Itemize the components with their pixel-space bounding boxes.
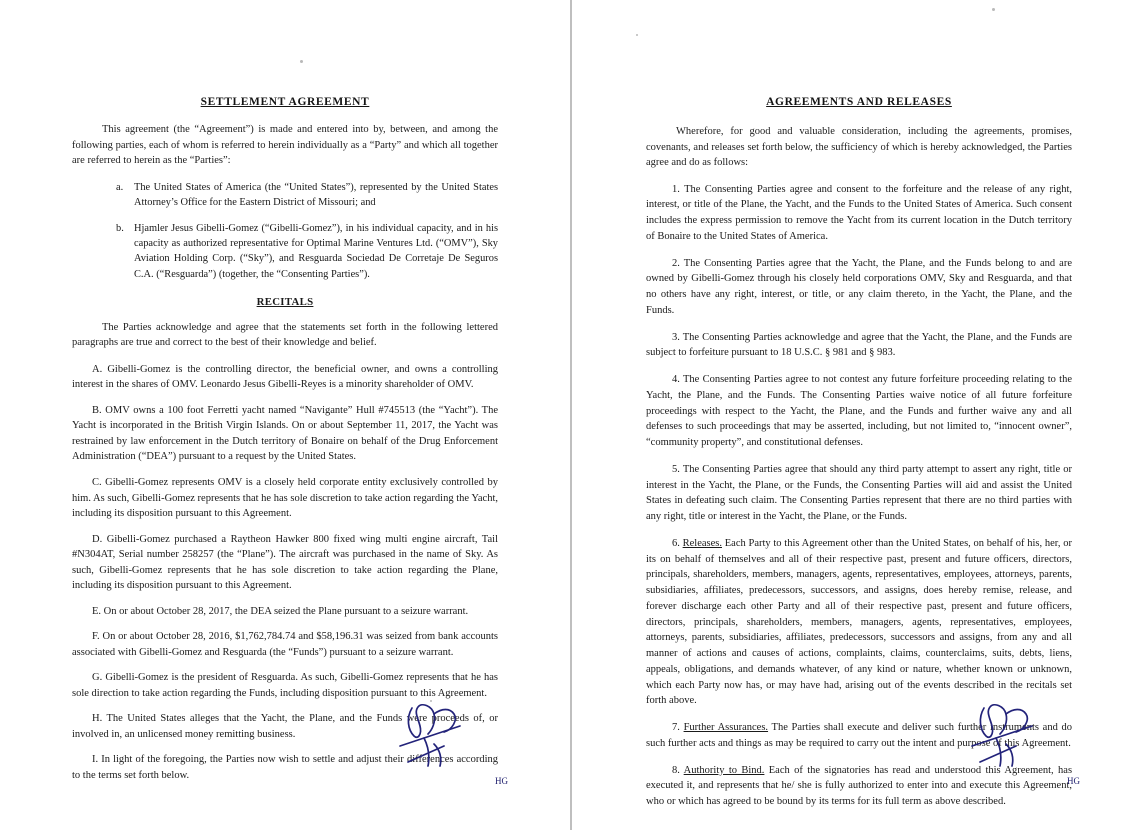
clause-number: 7. [672,722,680,734]
clause-number: 3. [672,331,680,343]
page-title-left: SETTLEMENT AGREEMENT [200,96,370,108]
clause-text: The Consenting Parties agree that should any third party attempt to assert any right, title or interest in the Yacht, the Plane, or the Funds, the Consenting Parties will aid and assist the United States in defeating such claim. The Consenting Parties represent that there are no third parties with any right, title or interest in the Yacht, the Plane, or the Funds. [646,463,1072,523]
clause-lead: Authority to Bind. [683,764,765,776]
clause-number: 6. [672,537,680,549]
clause-number: 1. [672,183,680,195]
page-title-right: AGREEMENTS AND RELEASES [766,96,952,108]
list-item [116,180,498,210]
recital-c: C. Gibelli-Gomez represents OMV is a closely held corporate entity exclusively controlled by him. As such, Gibelli-Gomez represents that he has sole discretion to take action regarding the Yacht, including its disposition pursuant to this Agreement. [72,476,498,520]
clause-2 [646,256,1072,319]
list-marker: a. [116,181,124,193]
recitals-intro: The Parties acknowledge and agree that the statements set forth in the following lettered paragraphs are true and correct to the best of their knowledge and belief. [72,321,498,349]
scan-speck [636,34,638,36]
list-item [116,221,498,282]
clause-5 [646,462,1072,525]
signature-initials-right: HG [1067,776,1080,786]
document-page-right [572,0,1142,830]
recital-b: B. OMV owns a 100 foot Ferretti yacht named “Navigante” Hull #745513 (the “Yacht”). The Yacht is incorporated in the British Virgin Islands. On or about September 11, 2017, the Yacht was restrained by law enforcement in the Dutch territory of Bonaire on behalf of the Drug Enforcement Administration (“DEA”) pursuant to a request by the United States. [72,404,498,463]
list-item-text: Hjamler Jesus Gibelli-Gomez (“Gibelli-Gomez”), in his individual capacity, and in his capacity as authorized representative for Optimal Marine Ventures Ltd. (“OMV”), Sky Aviation Holding Corp. (“Sky”), and Resguarda Sociedad De Corretaje De Seguros C.A. (“Resguarda”) (together, the “Consenting Parties”). [134,222,498,280]
scan-speck [300,60,303,63]
clause-text: The Consenting Parties agree to not contest any future forfeiture proceeding relating to the Yacht, the Plane, and the Funds. The Consenting Parties waive notice of all future forfeiture proceedings with respect to the Yacht, the Plane, and the Funds and further waive any and all defenses to such proceedings that may be asserted, including, but not limited to, “innocent owner”, “community property”, and constitutional defenses. [646,374,1072,449]
recitals-heading: RECITALS [256,295,314,308]
recital-h: H. The United States alleges that the Yacht, the Plane, and the Funds were proceeds of, or involved in, an unlicensed money remitting business. [72,713,498,740]
clause-text: The Consenting Parties agree and consent to the forfeiture and the release of any right, interest, or title of the Plane, the Yacht, and the Funds to the United States of America. Such consent includes the express permission to remove the Yacht from its current location in the Dutch territory of Bonaire to the United States of America. [646,183,1073,242]
recital-d: D. Gibelli-Gomez purchased a Raytheon Hawker 800 fixed wing multi engine aircraft, Tail #N304AT, Serial number 258257 (the “Plane”). The aircraft was purchased in the name of Sky. As such, Gibelli-Gomez represents that he has sole discretion to take action regarding the Plane, including its disposition pursuant to this Agreement. [72,533,498,592]
scan-speck [992,8,995,11]
list-item-text: The United States of America (the “United States”), represented by the United States Attorney’s Office for the Eastern District of Missouri; and [134,181,498,208]
clause-3 [646,330,1072,362]
intro-paragraph-left: This agreement (the “Agreement”) is made and entered into by, between, and among the following parties, each of whom is referred to herein individually as a “Party” and which all together are referred to herein as the “Parties”: [72,124,498,167]
recital-a: A. Gibelli-Gomez is the controlling director, the beneficial owner, and owns a controlling interest in the shares of OMV. Leonardo Jesus Gibelli-Reyes is a minority shareholder of OMV. [72,363,498,391]
clause-1 [646,182,1072,245]
clause-text: Each of the signatories has read and understood this Agreement, has executed it, and represents that he/ she is fully authorized to enter into and execute this Agreement, who or which has agreed to be bound by its terms for its full term as above described. [646,764,1073,808]
clause-number: 2. [672,257,680,269]
signature-initials-left: HG [495,776,508,786]
parties-list [72,180,498,282]
clause-text: Each Party to this Agreement other than the United States, on behalf of his, her, or its on behalf of themselves and all of their respective past, present and future officers, directors, principals, shareholders, members, managers, agents, representatives, employees, attorneys, parents, subsidiaries, affiliates, predecessors, successors, and assigns, does hereby remise, release, and forever discharge each other Party and all of their respective past, present and future officers, directors, principals, shareholders, members, managers, agents, representatives, employees, attorneys, parents, subsidiaries, affiliates, predecessors, successors and assigns, from any and all manner of actions and causes of actions, complaints, claims, counterclaims, suits, debts, liens, appeals, obligations, and demands whatever, of any kind or nature, whether known or unknown, which each Party now has, or may have had, arising out of the events described in the recitals set forth above. [646,537,1072,707]
recital-e: E. On or about October 28, 2017, the DEA seized the Plane pursuant to a seizure warrant. [92,605,469,617]
clause-lead: Releases. [682,537,722,549]
clause-8 [646,763,1072,810]
clause-text: The Parties shall execute and deliver such further instruments and do such further acts and things as may be required to carry out the intent and purpose of this Agreement. [646,722,1073,749]
recital-f: F. On or about October 28, 2016, $1,762,784.74 and $58,196.31 was seized from bank accounts associated with Gibelli-Gomez and Resguarda (the “Funds”) pursuant to a seizure warrant. [72,631,498,658]
clause-text: The Consenting Parties agree that the Yacht, the Plane, and the Funds belong to and are owned by Gibelli-Gomez through his closely held corporations OMV, Sky and Resguarda, and that no others have any right, interest, or title, or any claim thereto, in the Yacht, the Plane, and the Funds. [646,257,1072,316]
clause-lead: Further Assurances. [683,722,769,734]
clause-number: 8. [672,764,680,776]
recital-i: I. In light of the foregoing, the Parties now wish to settle and adjust their differences according to the terms set forth below. [72,754,498,781]
clause-number: 5. [672,463,680,475]
intro-paragraph-right: Wherefore, for good and valuable consideration, including the agreements, promises, covenants, and releases set forth below, the sufficiency of which is hereby acknowledged, the Parties agree and do as follows: [646,126,1072,169]
clause-6 [646,536,1072,709]
document-page-left [0,0,570,830]
clause-4 [646,372,1072,451]
recital-g: G. Gibelli-Gomez is the president of Resguarda. As such, Gibelli-Gomez represents that he has sole direction to take action regarding the Funds, including disposition pursuant to this Agreement. [72,672,498,699]
clause-number: 4. [672,374,680,386]
clause-text: The Consenting Parties acknowledge and agree that the Yacht, the Plane, and the Funds are subject to forfeiture pursuant to 18 U.S.C. § 981 and § 983. [646,331,1072,359]
list-marker: b. [116,222,124,234]
scan-speck [430,700,432,702]
clause-7 [646,720,1072,752]
